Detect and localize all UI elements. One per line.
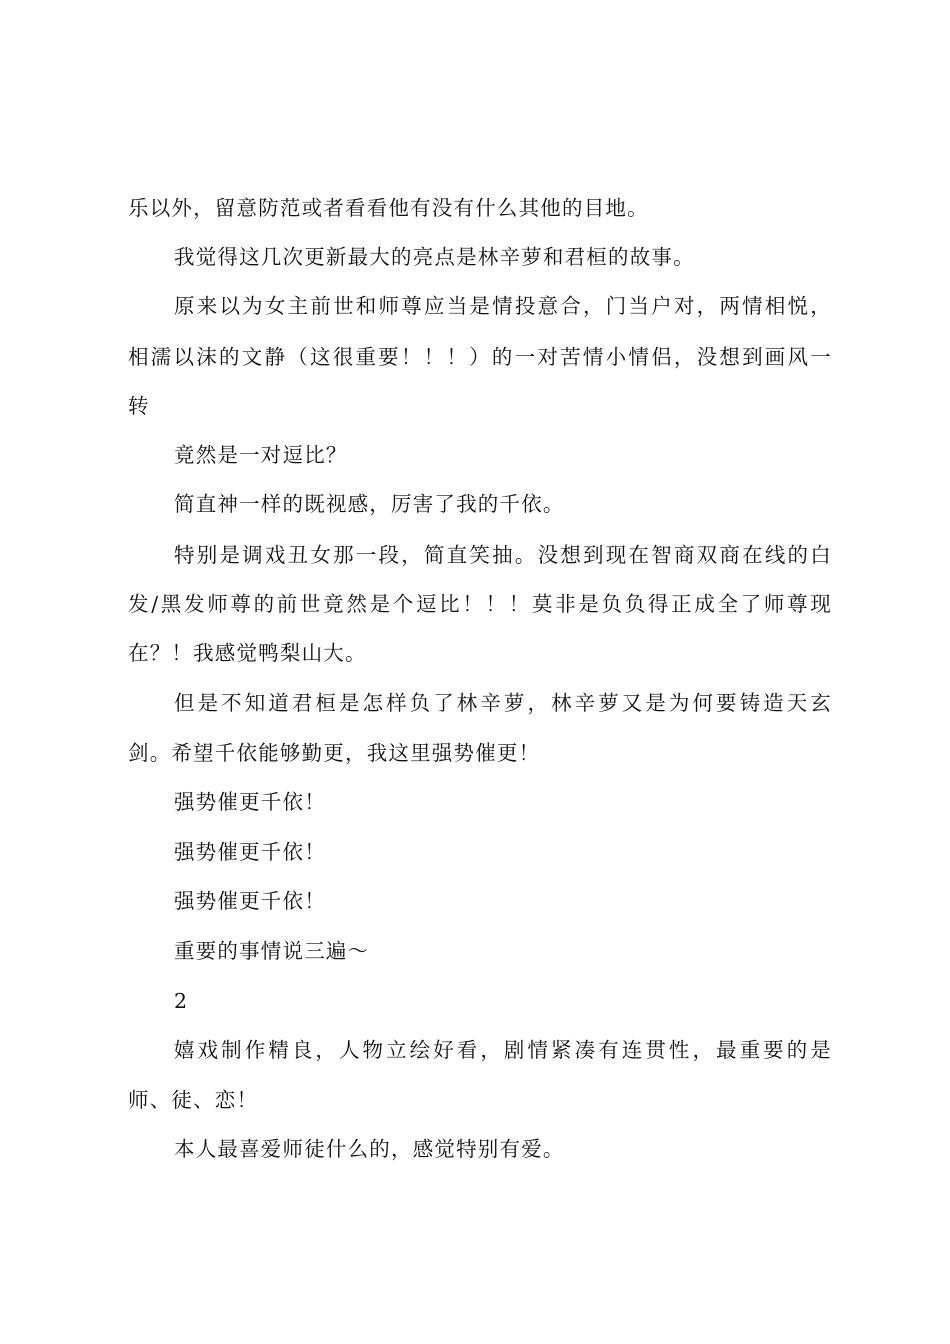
text-line: 原来以为女主前世和师尊应当是情投意合，门当户对，两情相悦， (174, 294, 832, 318)
text-line: 强势催更千依！ (174, 790, 326, 814)
text-line: 师、徒、恋！ (128, 1088, 259, 1112)
text-line: 嬉戏制作精良，人物立绘好看，剧情紧凑有连贯性，最重要的是 (174, 1038, 832, 1062)
text-line: 发/黑发师尊的前世竟然是个逗比！！！莫非是负负得正成全了师尊现 (128, 592, 832, 616)
text-line: 重要的事情说三遍～ (174, 939, 370, 963)
text-line: 在？！我感觉鸭梨山大。 (128, 641, 367, 665)
text-line: 我觉得这几次更新最大的亮点是林辛萝和君桓的故事。 (174, 245, 695, 269)
text-line: 但是不知道君桓是怎样负了林辛萝，林辛萝又是为何要铸造天玄 (174, 691, 832, 715)
text-line: 转 (128, 394, 150, 418)
text-line: 竟然是一对逗比？ (174, 443, 348, 467)
text-line: 2 (174, 989, 189, 1013)
text-line: 相濡以沫的文静（这很重要！！！）的一对苦情小情侣，没想到画风一 (128, 345, 832, 369)
text-line: 强势催更千依！ (174, 840, 326, 864)
text-line: 本人最喜爱师徒什么的，感觉特别有爱。 (174, 1137, 565, 1161)
text-line: 简直神一样的既视感，厉害了我的千依。 (174, 492, 565, 516)
text-line: 强势催更千依！ (174, 889, 326, 913)
text-line: 特别是调戏丑女那一段，简直笑抽。没想到现在智商双商在线的白 (174, 543, 832, 567)
text-line: 乐以外，留意防范或者看看他有没有什么其他的目地。 (128, 196, 649, 220)
text-line: 剑。希望千依能够勤更，我这里强势催更！ (128, 741, 541, 765)
